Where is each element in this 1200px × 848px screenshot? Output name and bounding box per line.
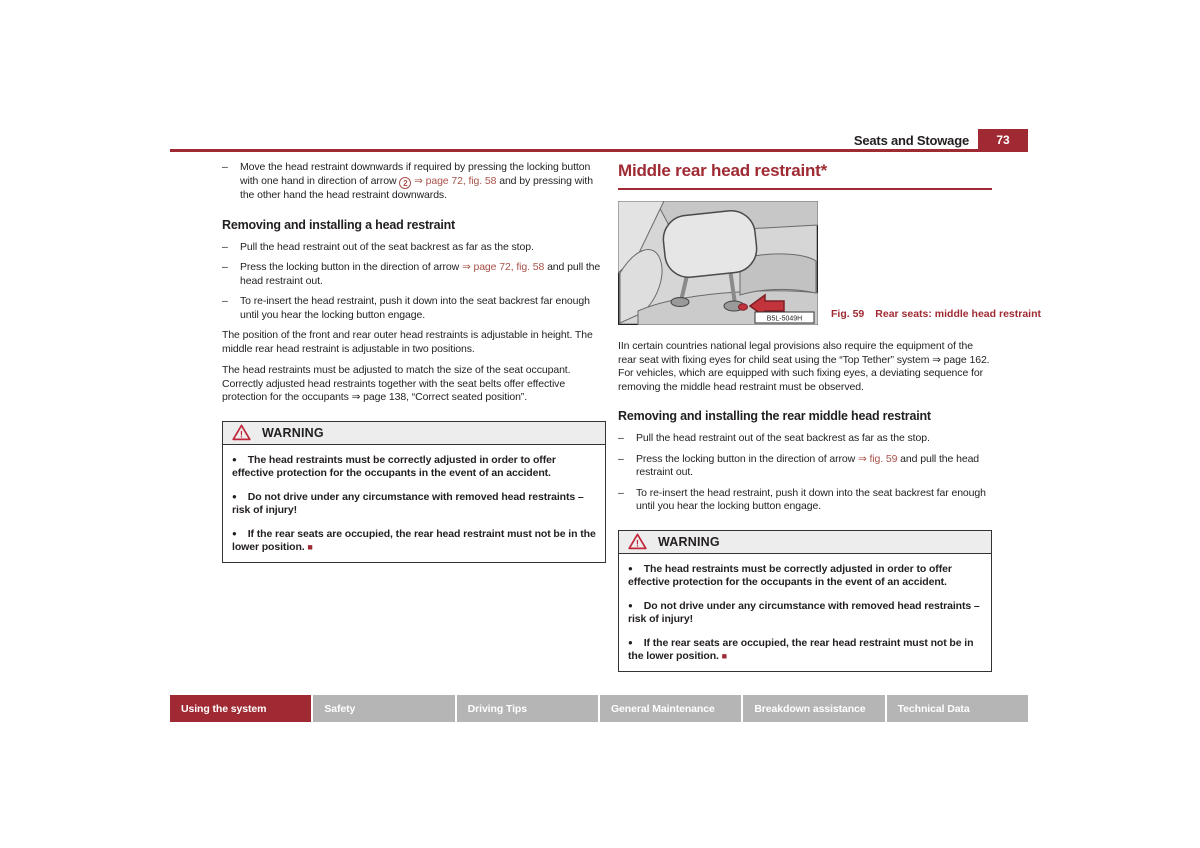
section-title: Seats and Stowage	[853, 132, 969, 148]
warning-body	[223, 445, 605, 562]
instruction-text: To re-insert the head restraint, push it down into the seat backrest far enough until you hear the locking button engage.	[636, 486, 986, 512]
section-end-marker: ■	[307, 542, 313, 553]
tab-technical-data[interactable]: Technical Data	[887, 695, 1028, 722]
section-end-marker: ■	[721, 651, 728, 661]
page-link[interactable]: ⇒ page 72, fig. 58	[414, 174, 497, 187]
dash-bullet: –	[618, 452, 624, 465]
dot-bullet: ●	[232, 454, 237, 464]
dot-bullet: ●	[232, 491, 237, 501]
warning-triangle-icon	[232, 424, 251, 441]
instruction-item	[222, 241, 606, 255]
page-header	[170, 129, 1028, 151]
locking-button	[739, 304, 748, 310]
warning-text: Do not drive under any circumstance with removed head restraints – risk of injury!	[628, 599, 980, 625]
subheading-removing-installing-rear: Removing and installing the rear middle head restraint	[618, 409, 931, 423]
tab-breakdown-assistance[interactable]: Breakdown assistance	[743, 695, 884, 722]
figure-caption	[818, 308, 1041, 325]
dash-bullet: –	[222, 240, 228, 253]
warning-title: WARNING	[658, 534, 720, 549]
body-paragraph: The position of the front and rear outer head restraints is adjustable in height. The middle rear head restraint is adjustable in two positions.	[222, 329, 593, 355]
body-paragraph: The head restraints must be adjusted to match the size of the seat occupant. Correctly adjusted head restraints together with the seat belts offer effective protection for the occupants ⇒ page 138, “Correct seated position”.	[222, 364, 571, 404]
instruction-text: Move the head restraint downwards if required by pressing the locking button with one hand in direction of arrow 2 ⇒ page 72, fig. 58 and by pressing with the other hand the head restraint downwards.	[240, 161, 593, 202]
tab-general-maintenance[interactable]: General Maintenance	[600, 695, 741, 722]
warning-body	[619, 554, 991, 671]
instruction-text: Press the locking button in the direction of arrow ⇒ page 72, fig. 58 and pull the head restraint out.	[240, 261, 601, 287]
instruction-item	[618, 432, 992, 446]
image-code-label: B5L-5049H	[766, 315, 803, 323]
tab-using-the-system[interactable]: Using the system	[170, 695, 311, 722]
warning-triangle-icon	[628, 533, 647, 550]
warning-header	[619, 531, 991, 554]
instruction-item	[618, 453, 992, 480]
instruction-item	[222, 295, 606, 322]
tab-safety[interactable]: Safety	[313, 695, 454, 722]
dot-bullet: ●	[628, 600, 633, 610]
warning-text: If the rear seats are occupied, the rear head restraint must not be in the lower position. ■	[232, 527, 596, 554]
head-restraint-shape	[661, 208, 759, 279]
dot-bullet: ●	[628, 563, 633, 573]
figure-number: Fig. 59	[831, 308, 865, 320]
body-paragraph: IIn certain countries national legal provisions also require the equipment of the rear seat with fixing eyes for child seat using the “Top Tether” system ⇒ page 162. For vehicles, which are equipped with such fixing eyes, a deviating sequence for removing the middle head restraint must be observed.	[618, 340, 990, 393]
warning-item	[232, 527, 596, 555]
column-left	[222, 161, 606, 563]
warning-header	[223, 422, 605, 445]
post-grommet	[671, 298, 689, 307]
page-link[interactable]: ⇒ page 72, fig. 58	[461, 261, 545, 274]
tab-driving-tips[interactable]: Driving Tips	[457, 695, 598, 722]
warning-text: The head restraints must be correctly adjusted in order to offer effective protection for the occupants in the event of an accident.	[628, 562, 952, 588]
dash-bullet: –	[222, 161, 228, 173]
warning-item	[628, 636, 982, 664]
figure-block	[618, 201, 1041, 325]
instruction-text: Pull the head restraint out of the seat backrest as far as the stop.	[636, 432, 930, 444]
warning-box	[618, 530, 992, 672]
svg-text:!: !	[239, 429, 244, 441]
dash-bullet: –	[222, 261, 228, 274]
dash-bullet: –	[618, 432, 624, 444]
instruction-text: To re-insert the head restraint, push it down into the seat backrest far enough until you hear the locking button engage.	[240, 295, 590, 321]
column-right	[618, 161, 1041, 672]
subheading-removing-installing: Removing and installing a head restraint	[222, 217, 456, 232]
warning-title: WARNING	[262, 425, 324, 440]
instruction-item	[618, 487, 992, 514]
callout-number-badge: 2	[399, 177, 411, 189]
figure-caption-text: Rear seats: middle head restraint	[875, 308, 1041, 320]
warning-text: If the rear seats are occupied, the rear head restraint must not be in the lower position. ■	[628, 636, 974, 662]
warning-item	[232, 453, 596, 481]
warning-text: Do not drive under any circumstance with removed head restraints – risk of injury!	[232, 490, 584, 517]
dot-bullet: ●	[628, 637, 633, 647]
chapter-title: Middle rear head restraint*	[618, 161, 992, 190]
page-link[interactable]: ⇒ fig. 59	[857, 452, 898, 465]
chapter-tab-bar	[170, 695, 1028, 722]
warning-item	[628, 599, 982, 627]
dash-bullet: –	[222, 295, 228, 308]
warning-text: The head restraints must be correctly adjusted in order to offer effective protection for the occupants in the event of an accident.	[232, 453, 556, 480]
warning-item	[232, 490, 596, 518]
instruction-text: Pull the head restraint out of the seat backrest as far as the stop.	[240, 240, 534, 253]
dash-bullet: –	[618, 486, 624, 499]
instruction-item	[222, 261, 606, 288]
warning-box	[222, 421, 606, 563]
instruction-item	[222, 161, 606, 203]
warning-item	[628, 562, 982, 590]
page-number-badge: 73	[978, 129, 1028, 151]
seat-illustration	[618, 201, 818, 325]
svg-text:!: !	[635, 538, 640, 550]
instruction-text: Press the locking button in the direction of arrow ⇒ fig. 59 and pull the head restraint out.	[636, 452, 980, 478]
dot-bullet: ●	[232, 528, 237, 538]
